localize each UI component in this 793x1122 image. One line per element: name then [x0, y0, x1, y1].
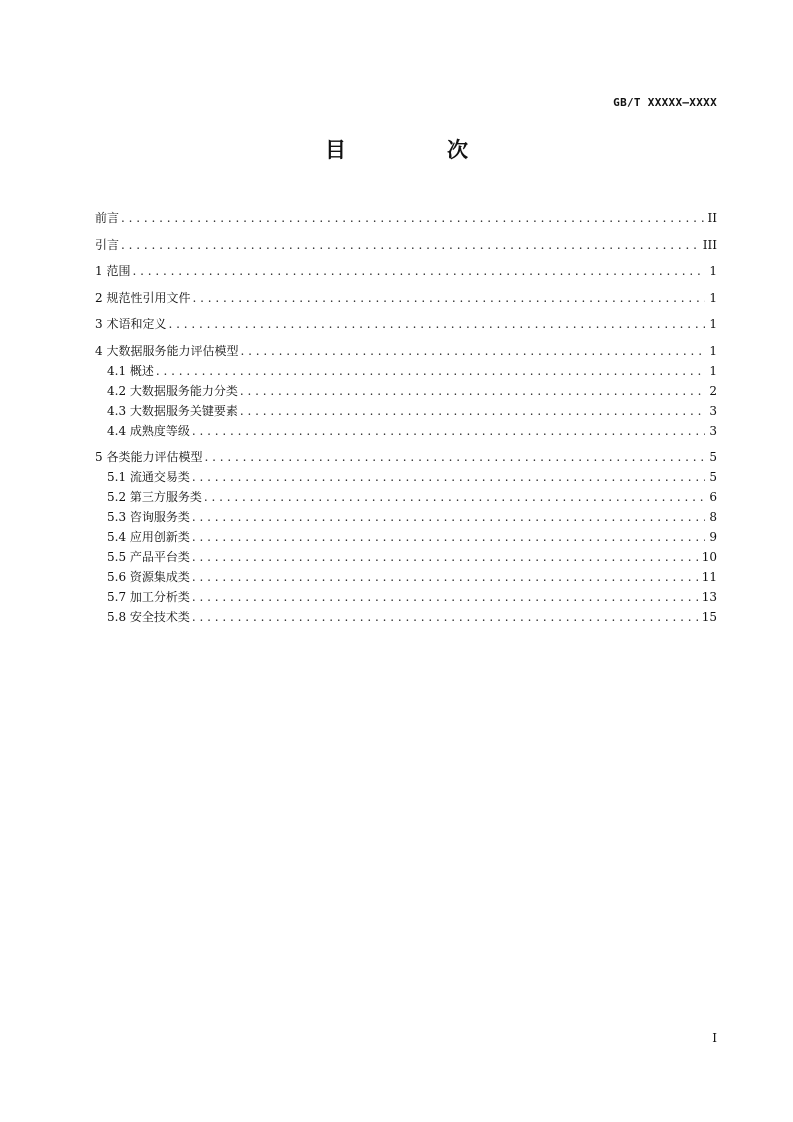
- toc-entry[interactable]: [95, 401, 717, 421]
- toc-leader-dots: [156, 361, 705, 381]
- toc-entry-page: 6: [709, 490, 717, 504]
- page-title: 目 次: [325, 138, 508, 162]
- toc-entry[interactable]: [95, 235, 717, 255]
- standard-code: GB/T XXXXX—XXXX: [613, 96, 717, 109]
- toc-leader-dots: [168, 314, 705, 334]
- toc-entry-label: 5.2 第三方服务类: [107, 490, 202, 504]
- toc-leader-dots: [192, 587, 698, 607]
- toc-entry-page: 5: [709, 450, 717, 464]
- toc-leader-dots: [121, 208, 704, 228]
- toc-entry-label: 4.1 概述: [107, 363, 154, 378]
- toc-entry-label: 4.4 成熟度等级: [107, 423, 190, 438]
- toc-entry-label: 3 术语和定义: [95, 317, 167, 331]
- toc-entry[interactable]: [95, 467, 717, 487]
- toc-entry[interactable]: [95, 547, 717, 567]
- toc-entry[interactable]: [95, 288, 717, 308]
- toc-entry[interactable]: [95, 381, 717, 401]
- toc-entry-page: 10: [701, 550, 717, 564]
- toc-entry-page: 1: [709, 363, 717, 378]
- toc-entry-label: 5.5 产品平台类: [107, 550, 190, 564]
- toc-entry-page: 1: [709, 264, 717, 278]
- toc-entry-label: 1 范围: [95, 264, 131, 278]
- toc-leader-dots: [121, 235, 699, 255]
- toc-entry-page: 13: [701, 590, 717, 604]
- toc-entry-page: 3: [709, 403, 717, 418]
- toc-entry[interactable]: [95, 361, 717, 381]
- toc-leader-dots: [192, 507, 705, 527]
- toc-entry-label: 5.7 加工分析类: [107, 590, 190, 604]
- toc-entry[interactable]: [95, 527, 717, 547]
- toc-entry-page: 1: [709, 317, 717, 331]
- toc-entry[interactable]: [95, 314, 717, 334]
- toc-entry[interactable]: [95, 341, 717, 361]
- toc-leader-dots: [192, 467, 705, 487]
- toc-entry[interactable]: [95, 567, 717, 587]
- toc-entry-label: 4.3 大数据服务关键要素: [107, 403, 238, 418]
- toc-entry-label: 5.3 咨询服务类: [107, 510, 190, 524]
- toc-entry-page: 11: [701, 570, 717, 584]
- toc-entry-page: 1: [709, 290, 717, 305]
- toc-leader-dots: [204, 487, 705, 507]
- toc-leader-dots: [192, 527, 705, 547]
- toc-leader-dots: [240, 341, 705, 361]
- toc-leader-dots: [192, 288, 705, 308]
- toc-entry-page: 2: [709, 383, 717, 398]
- toc-entry[interactable]: [95, 487, 717, 507]
- toc-entry-page: III: [702, 237, 717, 252]
- toc-entry-page: II: [707, 211, 717, 225]
- toc-entry-page: 3: [709, 423, 717, 438]
- toc-entry-label: 5.1 流通交易类: [107, 470, 190, 484]
- page-number: I: [712, 1031, 717, 1045]
- toc-entry-label: 2 规范性引用文件: [95, 290, 191, 305]
- toc-leader-dots: [204, 447, 705, 467]
- toc-entry-label: 前言: [95, 211, 120, 225]
- toc-entry-label: 5.4 应用创新类: [107, 530, 190, 544]
- toc-leader-dots: [192, 607, 698, 627]
- toc-entry[interactable]: [95, 507, 717, 527]
- toc-entry-page: 9: [709, 530, 717, 544]
- toc-entry[interactable]: [95, 607, 717, 627]
- toc-entry[interactable]: [95, 208, 717, 228]
- toc-leader-dots: [192, 421, 705, 441]
- toc-entry-label: 5.8 安全技术类: [107, 610, 190, 624]
- toc-leader-dots: [192, 567, 698, 587]
- table-of-contents: [95, 208, 717, 627]
- toc-leader-dots: [192, 547, 698, 567]
- toc-entry[interactable]: [95, 421, 717, 441]
- toc-entry[interactable]: [95, 447, 717, 467]
- toc-entry-page: 8: [709, 510, 717, 524]
- toc-leader-dots: [240, 381, 705, 401]
- toc-leader-dots: [132, 261, 705, 281]
- toc-entry-label: 引言: [95, 237, 120, 252]
- toc-entry-page: 5: [709, 470, 717, 484]
- toc-entry-label: 4 大数据服务能力评估模型: [95, 343, 239, 358]
- toc-entry[interactable]: [95, 261, 717, 281]
- toc-entry-label: 4.2 大数据服务能力分类: [107, 383, 238, 398]
- toc-entry-page: 1: [709, 343, 717, 358]
- toc-entry-label: 5.6 资源集成类: [107, 570, 190, 584]
- toc-entry-label: 5 各类能力评估模型: [95, 450, 203, 464]
- toc-entry[interactable]: [95, 587, 717, 607]
- toc-leader-dots: [240, 401, 705, 421]
- toc-entry-page: 15: [701, 610, 717, 624]
